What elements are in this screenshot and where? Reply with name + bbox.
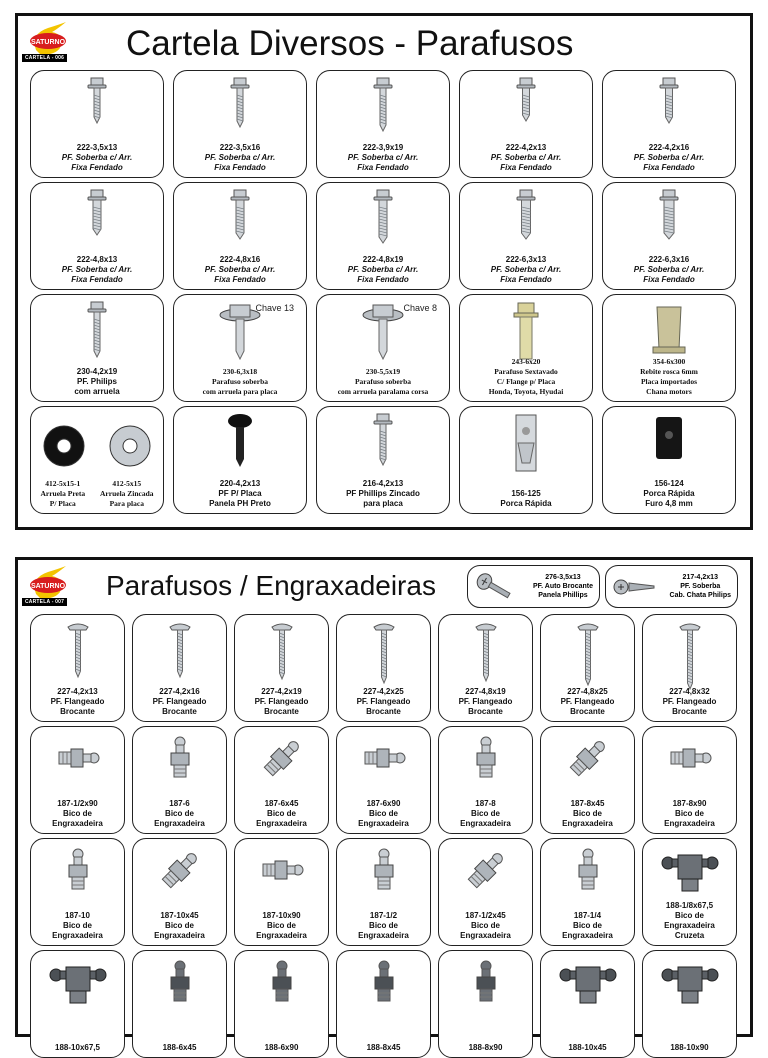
product-cell	[438, 614, 533, 722]
extra-product-276	[467, 565, 600, 608]
product-description: Bico de	[63, 809, 92, 818]
product-description: PF. Philips	[76, 377, 117, 386]
product-description: com arruela para placa	[202, 387, 278, 396]
product-description: Porca Rápida	[643, 489, 695, 498]
phillips-screw-icon	[31, 301, 163, 367]
product-description: Fixa Fendado	[214, 275, 266, 284]
product-code: 216-4,2x13	[362, 479, 404, 488]
product-description: Engraxadeira	[562, 819, 613, 828]
product-description: Bico de	[369, 809, 398, 818]
grease-fitting-icon	[337, 957, 430, 1023]
product-cell	[30, 726, 125, 834]
extra-product-217	[605, 565, 738, 608]
product-code: 222-4,2x13	[505, 143, 547, 152]
product-description: PF. Flangeado	[152, 697, 207, 706]
product-cell	[30, 950, 125, 1058]
product-description: Bico de	[471, 809, 500, 818]
product-description: Rebite rosca 6mm	[640, 367, 698, 376]
product-cell	[316, 182, 450, 290]
grease-fitting-icon	[439, 845, 532, 911]
flange-screw-icon	[643, 621, 736, 687]
extra-desc: PF. Soberba	[680, 583, 721, 590]
extra-code: 217-4,2x13	[682, 574, 718, 581]
product-cell	[234, 614, 329, 722]
speed-nut-icon	[460, 413, 592, 479]
product-code: 222-3,5x13	[76, 143, 118, 152]
screw-icon	[603, 77, 735, 143]
product-description: para placa	[363, 499, 403, 508]
product-cell	[316, 406, 450, 514]
product-code: 412-5x15-1	[45, 479, 81, 488]
product-description: PF. Soberba c/ Arr.	[347, 153, 419, 162]
grease-fitting-icon	[235, 733, 328, 799]
product-description: PF. Soberba c/ Arr.	[61, 265, 133, 274]
product-code: 188-8x45	[366, 1043, 401, 1052]
product-code: 188-6x45	[162, 1043, 197, 1052]
product-description: Engraxadeira	[358, 819, 409, 828]
product-description: Engraxadeira	[154, 931, 205, 940]
grease-fitting-icon	[31, 733, 124, 799]
product-code: 187-1/2	[369, 911, 398, 920]
product-cell	[336, 614, 431, 722]
product-description: Honda, Toyota, Hyudai	[488, 387, 564, 396]
product-description: Bico de	[369, 921, 398, 930]
product-cell	[234, 726, 329, 834]
speed-nut-icon	[603, 413, 735, 479]
product-description: PF. Soberba c/ Arr.	[490, 265, 562, 274]
flat-head-screw-icon	[612, 572, 658, 602]
product-code: 187-8x45	[570, 799, 605, 808]
product-description: Cruzeta	[674, 931, 705, 940]
product-code: 227-4,2x13	[57, 687, 98, 696]
product-cell	[459, 70, 593, 178]
product-cell	[602, 294, 736, 402]
product-description: Engraxadeira	[256, 819, 307, 828]
product-description: Fixa Fendado	[643, 163, 695, 172]
product-code: 222-3,9x19	[362, 143, 404, 152]
grease-fitting-icon	[643, 733, 736, 799]
product-cell	[459, 294, 593, 402]
product-code: 222-4,8x19	[362, 255, 404, 264]
product-cell	[336, 950, 431, 1058]
page-title: Parafusos / Engraxadeiras	[106, 570, 436, 601]
product-code: 227-4,2x19	[261, 687, 302, 696]
product-code: 187-1/2x45	[465, 911, 506, 920]
product-cell	[336, 838, 431, 946]
product-description: Parafuso soberba	[211, 377, 269, 386]
flange-screw-icon	[439, 621, 532, 687]
product-code: 188-10x67,5	[55, 1043, 100, 1052]
svg-text:SATURNO: SATURNO	[30, 583, 66, 590]
product-description: Brocante	[60, 707, 95, 716]
product-description: Placa importados	[640, 377, 698, 386]
product-description: Porca Rápida	[500, 499, 552, 508]
product-cell	[602, 406, 736, 514]
product-cell	[540, 726, 635, 834]
product-grid	[30, 70, 736, 514]
product-description: Fixa Fendado	[643, 275, 695, 284]
product-description: com arruela paralama corsa	[337, 387, 429, 396]
product-cell	[642, 614, 737, 722]
cartela-tag: CARTELA - 006	[22, 54, 67, 62]
product-cell	[602, 182, 736, 290]
grease-fitting-icon	[337, 845, 430, 911]
cartela-007-card	[15, 557, 753, 1052]
screw-icon	[317, 77, 449, 143]
product-description: PF Phillips Zincado	[346, 489, 420, 498]
product-code: 227-4,2x16	[159, 687, 200, 696]
extra-desc: Cab. Chata Philips	[669, 592, 731, 599]
product-code: 222-3,5x16	[219, 143, 261, 152]
product-description: Fixa Fendado	[71, 163, 123, 172]
product-description: Brocante	[162, 707, 197, 716]
product-description: PF P/ Placa	[218, 489, 262, 498]
product-description: Fixa Fendado	[214, 163, 266, 172]
product-description: PF. Soberba c/ Arr.	[633, 153, 705, 162]
product-cell	[173, 294, 307, 402]
product-code: 412-5x15	[112, 479, 142, 488]
product-cell	[316, 70, 450, 178]
grease-fitting-icon	[31, 957, 124, 1023]
cartela-006-card	[15, 13, 753, 530]
product-description: Engraxadeira	[154, 819, 205, 828]
product-code: 227-4,2x25	[363, 687, 404, 696]
product-description: Bico de	[267, 809, 296, 818]
screw-icon	[31, 189, 163, 255]
product-description: PF. Flangeado	[356, 697, 411, 706]
product-code: 230-4,2x19	[76, 367, 118, 376]
product-code: 187-8	[475, 799, 496, 808]
product-code: 188-8x90	[468, 1043, 503, 1052]
product-cell	[540, 614, 635, 722]
product-code: 354-6x300	[652, 357, 686, 366]
product-description: Arruela Preta	[40, 489, 86, 498]
product-description: Engraxadeira	[358, 931, 409, 940]
product-cell	[336, 726, 431, 834]
product-code: 230-5,5x19	[365, 367, 401, 376]
product-description: Engraxadeira	[256, 931, 307, 940]
product-description: Engraxadeira	[460, 819, 511, 828]
screw-icon	[31, 77, 163, 143]
product-cell	[30, 182, 164, 290]
product-cell	[132, 838, 227, 946]
product-description: Bico de	[267, 921, 296, 930]
flange-screw-icon	[541, 621, 634, 687]
product-cell	[459, 406, 593, 514]
product-description: Brocante	[264, 707, 299, 716]
product-cell	[173, 182, 307, 290]
product-description: Arruela Zincada	[100, 489, 154, 498]
product-code: 187-1/4	[573, 911, 602, 920]
grease-fitting-icon	[235, 957, 328, 1023]
flange-screw-icon	[133, 621, 226, 687]
product-code: 243-6x20	[511, 357, 541, 366]
product-description: Brocante	[570, 707, 605, 716]
product-description: Brocante	[366, 707, 401, 716]
grease-fitting-icon	[541, 733, 634, 799]
grease-fitting-icon	[235, 845, 328, 911]
extra-desc: PF. Auto Brocante	[532, 583, 593, 590]
grease-fitting-icon	[439, 733, 532, 799]
product-cell	[173, 406, 307, 514]
product-code: 156-124	[654, 479, 684, 488]
product-cell	[540, 950, 635, 1058]
wrench-size-note: Chave 8	[403, 303, 437, 313]
grease-fitting-icon	[541, 957, 634, 1023]
product-description: Bico de	[165, 809, 194, 818]
grease-fitting-icon	[133, 845, 226, 911]
product-code: 156-125	[511, 489, 541, 498]
product-description: PF. Soberba c/ Arr.	[633, 265, 705, 274]
product-cell	[30, 294, 164, 402]
product-description: Bico de	[573, 809, 602, 818]
product-code: 187-10x45	[160, 911, 199, 920]
product-cell	[642, 950, 737, 1058]
product-description: Parafuso soberba	[354, 377, 412, 386]
product-description: Para placa	[109, 499, 144, 508]
pan-head-screw-icon	[474, 572, 516, 602]
product-description: Fixa Fendado	[500, 163, 552, 172]
grease-fitting-icon	[31, 845, 124, 911]
product-cell-washers	[30, 406, 164, 514]
grease-fitting-icon	[337, 733, 430, 799]
product-cell	[438, 838, 533, 946]
product-description: Bico de	[573, 921, 602, 930]
product-description: PF. Flangeado	[50, 697, 105, 706]
product-description: Brocante	[672, 707, 707, 716]
product-code: 222-4,8x13	[76, 255, 118, 264]
product-description: Engraxadeira	[664, 819, 715, 828]
product-code: 227-4,8x32	[669, 687, 710, 696]
product-description: PF. Soberba c/ Arr.	[347, 265, 419, 274]
product-description: Engraxadeira	[52, 819, 103, 828]
extra-code: 276-3,5x13	[545, 574, 581, 581]
flange-screw-icon	[31, 621, 124, 687]
product-code: 188-10x45	[568, 1043, 607, 1052]
product-description: Panela PH Preto	[209, 499, 271, 508]
product-description: Bico de	[675, 809, 704, 818]
screw-icon	[460, 77, 592, 143]
product-description: PF. Flangeado	[662, 697, 717, 706]
product-description: Engraxadeira	[460, 931, 511, 940]
product-description: Engraxadeira	[562, 931, 613, 940]
product-code: 220-4,2x13	[219, 479, 261, 488]
screw-icon	[460, 189, 592, 255]
product-cell	[602, 70, 736, 178]
product-description: Bico de	[471, 921, 500, 930]
product-description: com arruela	[74, 387, 120, 396]
product-code: 187-10	[65, 911, 90, 920]
product-description: Bico de	[165, 921, 194, 930]
product-code: 227-4,8x19	[465, 687, 506, 696]
product-description: Chana motors	[646, 387, 692, 396]
product-code: 188-6x90	[264, 1043, 299, 1052]
screw-icon	[317, 189, 449, 255]
product-description: PF. Flangeado	[254, 697, 309, 706]
product-code: 222-6,3x13	[505, 255, 547, 264]
product-cell	[234, 950, 329, 1058]
product-cell	[642, 838, 737, 946]
product-description: P/ Placa	[49, 499, 76, 508]
product-code: 230-6,3x18	[222, 367, 258, 376]
product-description: Engraxadeira	[664, 921, 715, 930]
page-title: Cartela Diversos - Parafusos	[126, 24, 574, 63]
product-description: Bico de	[63, 921, 92, 930]
product-code: 187-1/2x90	[57, 799, 98, 808]
product-cell	[438, 726, 533, 834]
product-cell	[438, 950, 533, 1058]
product-cell	[234, 838, 329, 946]
flange-screw-icon	[235, 621, 328, 687]
grease-fitting-icon	[541, 845, 634, 911]
product-description: Brocante	[468, 707, 503, 716]
product-cell	[30, 614, 125, 722]
product-description: Engraxadeira	[52, 931, 103, 940]
product-description: Furo 4,8 mm	[645, 499, 693, 508]
product-description: PF. Flangeado	[458, 697, 513, 706]
product-description: PF. Soberba c/ Arr.	[490, 153, 562, 162]
product-cell	[132, 726, 227, 834]
wrench-size-note: Chave 13	[255, 303, 294, 313]
grease-fitting-icon	[133, 957, 226, 1023]
product-description: PF. Soberba c/ Arr.	[61, 153, 133, 162]
product-cell	[132, 614, 227, 722]
product-cell	[30, 838, 125, 946]
product-description: Bico de	[675, 911, 704, 920]
product-description: PF. Soberba c/ Arr.	[204, 265, 276, 274]
product-code: 222-4,8x16	[219, 255, 261, 264]
screw-icon	[174, 189, 306, 255]
product-cell	[30, 70, 164, 178]
product-grid	[30, 614, 737, 1058]
grease-fitting-icon	[133, 733, 226, 799]
product-cell	[459, 182, 593, 290]
cartela-tag: CARTELA - 007	[22, 598, 67, 606]
washer-icon	[31, 413, 163, 479]
screw-icon	[174, 77, 306, 143]
product-description: PF. Soberba c/ Arr.	[204, 153, 276, 162]
product-cell	[132, 950, 227, 1058]
product-description: Parafuso Sextavado	[494, 367, 558, 376]
product-description: Fixa Fendado	[71, 275, 123, 284]
flange-screw-icon	[337, 621, 430, 687]
product-code: 187-6x45	[264, 799, 299, 808]
product-code: 187-6	[169, 799, 190, 808]
extra-desc: Panela Phillips	[538, 592, 588, 599]
product-description: C/ Flange p/ Placa	[496, 377, 556, 386]
product-description: Fixa Fendado	[357, 275, 409, 284]
product-cell	[540, 838, 635, 946]
svg-text:SATURNO: SATURNO	[30, 39, 66, 46]
grease-fitting-icon	[643, 957, 736, 1023]
product-code: 222-4,2x16	[648, 143, 690, 152]
product-code: 222-6,3x16	[648, 255, 690, 264]
product-code: 188-10x90	[670, 1043, 709, 1052]
product-code: 187-6x90	[366, 799, 401, 808]
product-description: Fixa Fendado	[357, 163, 409, 172]
product-cell	[316, 294, 450, 402]
screw-icon	[603, 189, 735, 255]
phillips-screw-icon	[317, 413, 449, 479]
product-code: 188-1/8x67,5	[665, 901, 714, 910]
product-code: 187-10x90	[262, 911, 301, 920]
grease-fitting-icon	[439, 957, 532, 1023]
product-cell	[642, 726, 737, 834]
product-description: Fixa Fendado	[500, 275, 552, 284]
product-cell	[173, 70, 307, 178]
product-description: PF. Flangeado	[560, 697, 615, 706]
product-code: 227-4,8x25	[567, 687, 608, 696]
product-code: 187-8x90	[672, 799, 707, 808]
black-screw-icon	[174, 413, 306, 479]
